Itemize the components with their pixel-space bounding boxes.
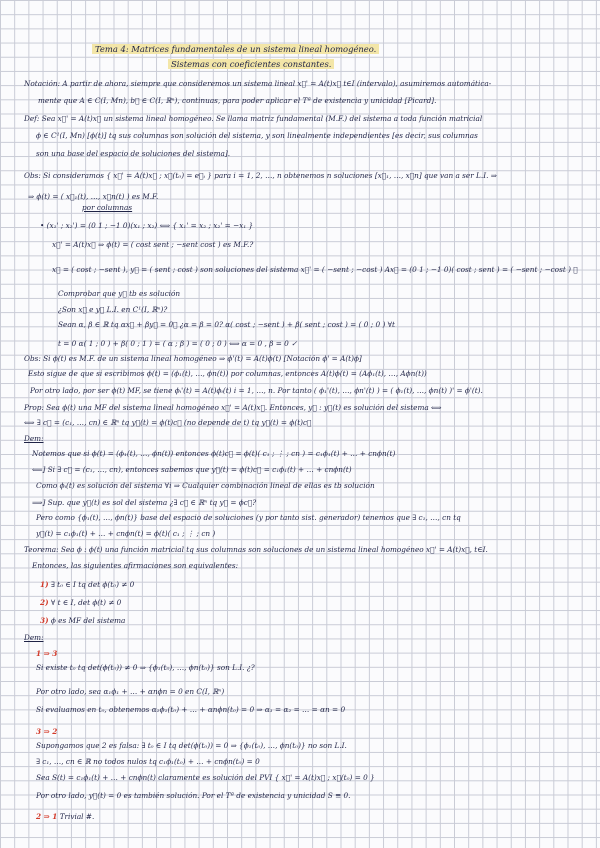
note-line: por columnas: [82, 203, 133, 212]
text-line: ⇒ ϕ(t) = ( x⃗₁(t), …, x⃗n(t) ) es M.F.: [28, 192, 159, 201]
proof-line: Pero como {ϕ₁(t), …, ϕn(t)} base del espacio de soluciones (y por tanto sist. generador) tenemos que ∃ c₁, …, cn tq: [36, 513, 461, 522]
item-number: 1): [40, 580, 49, 589]
example-line: • (x₁' ; x₂') = (0 1 ; −1 0)(x₁ ; x₂) ⟺ { x₁' = x₂ ; x₂' = −x₁ }: [40, 221, 254, 230]
proof-heading: Dem:: [24, 434, 44, 443]
text-line: ϕ ∈ C¹(I, Mn) [ϕ(t)] tq sus columnas son solución del sistema, y son linealmente independientes [es decir, sus columnas: [36, 131, 478, 140]
theorem-item-3: [40, 616, 340, 626]
proposition-line: Prop: Sea ϕ(t) una MF del sistema lineal homogéneo x⃗' = A(t)x⃗. Entonces, y⃗ : y⃗(t) es solución del sistema ⟺: [24, 403, 442, 412]
text-line: Entonces, las siguientes afirmaciones son equivalentes:: [32, 561, 239, 570]
step-line: [36, 812, 336, 822]
step-label: 3 ⇒ 2: [36, 727, 58, 736]
example-line: t = 0 α( 1 ; 0 ) + β( 0 ; 1 ) = ( α ; β ) = ( 0 ; 0 ) ⟺ α = 0 , β = 0 ✓: [58, 339, 298, 348]
item-text: ∀ t ∈ I, det ϕ(t) ≠ 0: [50, 598, 122, 607]
proof-line: Por otro lado, y⃗(t) = 0 es también solución. Por el Tª de existencia y unicidad S ≡ 0.: [36, 791, 351, 800]
example-line: Sean α, β ∈ ℝ tq αx⃗ + βy⃗ = 0⃗ ¿α = β = 0? α( cost ; −sent ) + β( sent ; cost ) = ( 0 ; 0 ) ∀t: [58, 320, 395, 329]
definition-line: Def: Sea x⃗' = A(t)x⃗ un sistema lineal homogéneo. Se llama matriz fundamental (M.F.) del sistema a toda función matricial: [24, 114, 483, 123]
text-line: ⟺ ∃ c⃗ = (c₁, …, cn) ∈ ℝⁿ tq y⃗(t) = ϕ(t)c⃗ (no depende de t) tq y⃗(t) = ϕ(t)c⃗: [24, 418, 312, 427]
proof-line: Supongamos que 2 es falsa: ∃ t₀ ∈ I tq det(ϕ(t₀)) = 0 ⇒ {ϕ₁(t₀), …, ϕn(t₀)} no son L.I.: [36, 741, 347, 750]
proof-line: Si existe t₀ tq det(ϕ(t₀)) ≠ 0 ⇒ {ϕ₁(t₀), …, ϕn(t₀)} son L.I. ¿?: [36, 663, 255, 672]
proof-line: Notemos que si ϕ(t) = (ϕ₁(t), …, ϕn(t)) entonces ϕ(t)c⃗ = ϕ(t)( c₁ ; ⋮ ; cn ) = c₁ϕ₁(t) + … + cnϕn(t): [32, 449, 396, 458]
text-line: Por otro lado, por ser ϕ(t) MF, se tiene ϕᵢ'(t) = A(t)ϕᵢ(t) i = 1, …, n. Por tanto ( ϕ₁'(t), …, ϕn'(t) ) = ( ϕ₁(t), …, ϕn(t) )' = ϕ'(t).: [30, 386, 483, 395]
proof-line: Por otro lado, sea α₁ϕ₁ + … + αnϕn = 0 en C(I, ℝⁿ): [36, 687, 225, 696]
page-subtitle-text: Sistemas con coeficientes constantes.: [168, 59, 334, 69]
text-line: son una base del espacio de soluciones del sistema].: [36, 149, 231, 158]
proof-heading: Dem:: [24, 633, 44, 642]
theorem-item-1: [40, 580, 340, 590]
proof-line: Si evaluamos en t₀, obtenemos α₁ϕ₁(t₀) + … + αnϕn(t₀) = 0 ⇒ α₁ = α₂ = … = αn = 0: [36, 705, 346, 714]
item-number: 3): [40, 616, 49, 625]
step-label: 2 ⇒ 1: [36, 812, 58, 821]
page-title-text: Tema 4: Matrices fundamentales de un sistema lineal homogéneo.: [92, 44, 379, 54]
proof-line: Como ϕᵢ(t) es solución del sistema ∀i ⇒ Cualquier combinación lineal de ellas es tb solución: [36, 481, 375, 490]
theorem-item-2: [40, 598, 340, 608]
example-line: Comprobar que y⃗ tb es solución: [58, 289, 181, 298]
page-subtitle: [168, 59, 334, 69]
example-line: x⃗' = A(t)x⃗ ⇒ ϕ(t) = ( cost sent ; −sent cost ) es M.F.?: [52, 240, 254, 249]
observation-line: Obs: Si ϕ(t) es M.F. de un sistema lineal homogéneo ⇒ ϕ'(t) = A(t)ϕ(t) [Notación ϕ' = A(t)ϕ]: [24, 354, 362, 363]
text-line: Esto sigue de que si escribimos ϕ(t) = (ϕ₁(t), …, ϕn(t)) por columnas, entonces A(t)ϕ(t) = (Aϕ₁(t), …, Aϕn(t)): [28, 369, 427, 378]
item-text: ϕ es MF del sistema: [50, 616, 126, 625]
page-title: [92, 44, 379, 54]
example-line: ¿Son x⃗ e y⃗ L.I. en C¹(I, ℝⁿ)?: [58, 305, 168, 314]
proof-line: ⟸] Si ∃ c⃗ = (c₁, …, cn), entonces sabemos que y⃗(t) = ϕ(t)c⃗ = c₁ϕ₁(t) + … + cnϕn(t): [32, 465, 352, 474]
step-label: 1 ⇒ 3: [36, 649, 58, 658]
item-text: ∃ t₀ ∈ I tq det ϕ(t₀) ≠ 0: [50, 580, 135, 589]
proof-line: ∃ c₁, …, cn ∈ ℝ no todos nulos tq c₁ϕ₁(t₀) + … + cnϕn(t₀) = 0: [36, 757, 260, 766]
theorem-line: Teorema: Sea ϕ : ϕ(t) una función matricial tq sus columnas son soluciones de un sistema lineal homogéneo x⃗' = A(t)x⃗, t∈I.: [24, 545, 488, 554]
proof-line: ⟹] Sup. que y⃗(t) es sol del sistema ¿∃ c⃗ ∈ ℝⁿ tq y⃗ = ϕc⃗?: [32, 498, 257, 507]
step-text: Trivial #.: [59, 812, 95, 821]
notation-line: Notación: A partir de ahora, siempre que consideremos un sistema lineal x⃗' = A(t)x⃗ t∈I (intervalo), asumiremos automática-: [24, 79, 492, 88]
observation-line: Obs: Si consideramos { x⃗' = A(t)x⃗ ; x⃗(t₀) = e⃗ᵢ } para i = 1, 2, …, n obtenemos n soluciones [x⃗₁, …, x⃗n] que van a ser L.I. ⇒: [24, 171, 497, 180]
example-line: x⃗ = ( cost ; −sent ), y⃗ = ( sent ; cost ) son soluciones del sistema x⃗' = ( −sent ; −cost ) Ax⃗ = (0 1 ; −1 0)( cost ; sent ) = ( −sent ; −cost ) ✓: [52, 265, 578, 274]
proof-line: Sea S(t) = c₁ϕ₁(t) + … + cnϕn(t) claramente es solución del PVI { x⃗' = A(t)x⃗ ; x⃗(t₀) = 0 }: [36, 773, 375, 782]
item-number: 2): [40, 598, 49, 607]
text-line: mente que A ∈ C(I, Mn), b⃗ ∈ C(I, ℝⁿ), continuas, para poder aplicar el Tª de existencia y unicidad [Picard].: [38, 96, 437, 105]
proof-line: y⃗(t) = c₁ϕ₁(t) + … + cnϕn(t) = ϕ(t)( c₁ ; ⋮ ; cn ): [36, 529, 216, 538]
